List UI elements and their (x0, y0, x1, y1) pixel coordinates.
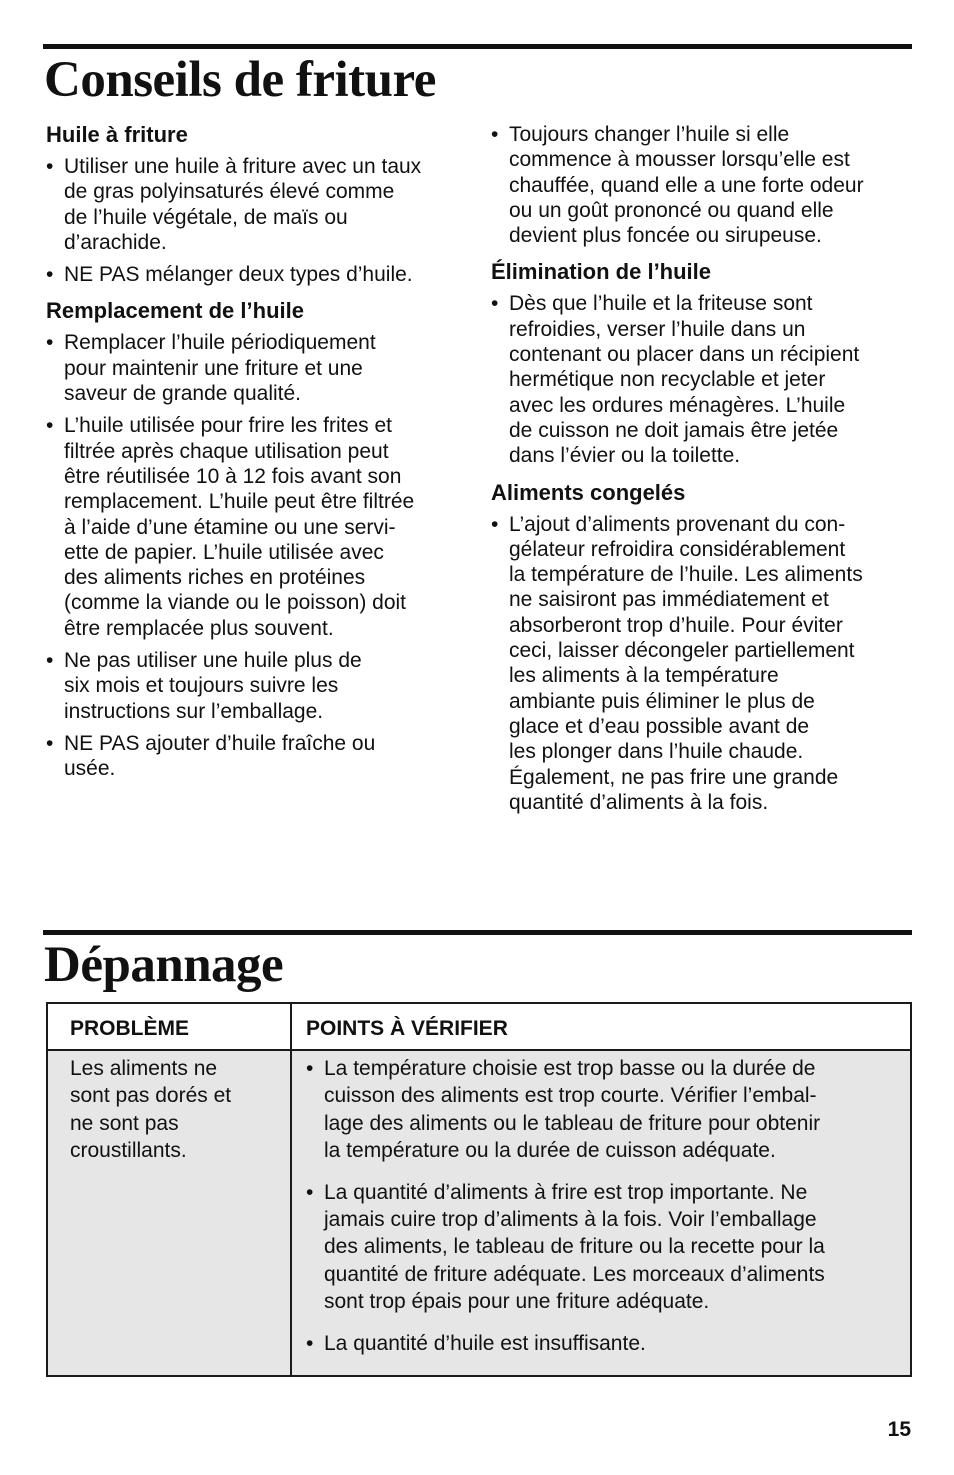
problem-cell: Les aliments ne sont pas dorés et ne sont pas croustillants. (47, 1050, 291, 1376)
top-rule (43, 44, 912, 49)
heading-oil-replacement: Remplacement de l’huile (46, 298, 304, 324)
check-item: • La quantité d’huile est insuffisante. (306, 1330, 882, 1357)
heading-oil-disposal: Élimination de l’huile (491, 259, 712, 285)
check-item: • La quantité d’aliments à frire est trop importante. Ne jamais cuire trop d’aliments à la fois. Voir l’emballage des aliments, le tableau de friture ou la recette pour la quantité de friture adéquate. Les morceaux d’aliments sont trop épais pour une friture adéquate. (306, 1179, 882, 1316)
checks-cell (291, 1050, 911, 1376)
heading-frozen-foods: Aliments congelés (491, 479, 686, 505)
bullet-item: • Toujours changer l’huile si elle commence à mousser lorsqu’elle est chauffée, quand elle a une forte odeur ou un goût prononcé ou quand elle devient plus foncée ou sirupeuse. (491, 122, 916, 248)
bullet-item: • L’huile utilisée pour frire les frites et filtrée après chaque utilisation peut être réutilisée 10 à 12 fois avant son remplacement. L’huile peut être filtrée à l’aide d’une étamine ou une servi- ette de papier. L’huile utilisée avec des aliments riches en protéines (comme la viande ou le poisson) doit être remplacée plus souvent. (46, 413, 471, 641)
middle-rule (43, 930, 912, 935)
section-title-frying-tips: Conseils de friture (44, 52, 436, 108)
left-column (46, 122, 471, 789)
check-item: • La température choisie est trop basse ou la durée de cuisson des aliments est trop courte. Vérifier l’embal- lage des aliments ou le tableau de friture pour obtenir la température ou la durée de cuisson adéquate. (306, 1055, 882, 1165)
bullet-item: • L’ajout d’aliments provenant du con- gélateur refroidira considérablement la température de l’huile. Les aliments ne saisiront pas immédiatement et absorberont trop d’huile. Pour éviter ceci, laisser décongeler partiellement les aliments à la température ambiante puis éliminer le plus de glace et d’eau possible avant de les plonger dans l’huile chaude. Également, ne pas frire une grande quantité d’aliments à la fois. (491, 512, 916, 816)
section-title-troubleshooting: Dépannage (44, 937, 284, 993)
column-header-checks: POINTS À VÉRIFIER (291, 1003, 911, 1050)
table-header-row (47, 1003, 911, 1050)
bullet-item: • Utiliser une huile à friture avec un taux de gras polyinsaturés élevé comme de l’huile végétale, de maïs ou d’arachide. (46, 154, 471, 255)
heading-frying-oil: Huile à friture (46, 122, 188, 147)
table-row (47, 1050, 911, 1376)
bullet-item: • NE PAS ajouter d’huile fraîche ou usée. (46, 731, 471, 782)
page-number: 15 (887, 1418, 911, 1441)
right-column (491, 122, 916, 822)
column-header-problem: PROBLÈME (47, 1003, 291, 1050)
troubleshooting-table (46, 1002, 912, 1377)
bullet-item: • Dès que l’huile et la friteuse sont refroidies, verser l’huile dans un contenant ou placer dans un récipient hermétique non recyclable et jeter avec les ordures ménagères. L’huile de cuisson ne doit jamais être jetée dans l’évier ou la toilette. (491, 291, 916, 468)
bullet-item: • Ne pas utiliser une huile plus de six mois et toujours suivre les instructions sur l’emballage. (46, 648, 471, 724)
bullet-item: • NE PAS mélanger deux types d’huile. (46, 262, 471, 287)
bullet-item: • Remplacer l’huile périodiquement pour maintenir une friture et une saveur de grande qualité. (46, 330, 471, 406)
